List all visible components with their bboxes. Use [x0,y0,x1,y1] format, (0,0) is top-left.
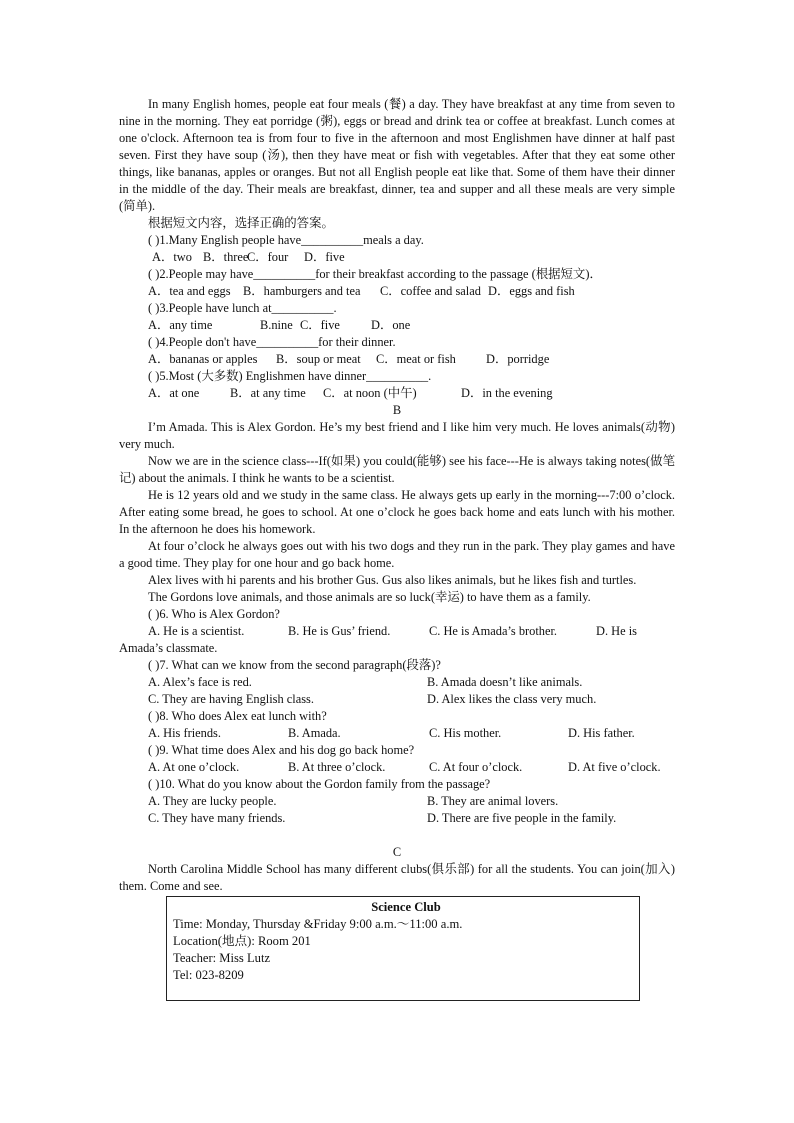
q2-option-c: C．coffee and salad [380,284,481,298]
q5-option-c: C．at noon (中午) [323,386,417,400]
science-club-box [166,896,640,1001]
q7-option-b: B. Amada doesn’t like animals. [427,675,583,689]
q5-option-b: B．at any time [230,386,306,400]
q2-option-b: B．hamburgers and tea [243,284,361,298]
q6-option-a: A. He is a scientist. [148,624,245,638]
q4-option-b: B．soup or meat [276,352,361,366]
q3-option-d: D．one [371,318,411,332]
club-title: Science Club [371,900,441,914]
club-tel: Tel: 023-8209 [173,968,244,982]
question-3: ( )3.People have lunch at__________. [148,301,337,315]
q2-option-d: D．eggs and fish [488,284,575,298]
q5-option-d: D．in the evening [461,386,553,400]
instruction: 根据短文内容，选择正确的答案。 [148,216,334,230]
q1-option-a: A．two [152,250,192,264]
passage-b-paragraph-1: I’m Amada. This is Alex Gordon. He’s my best friend and I like him very much. He loves animals(动物) very much. [119,420,675,451]
question-7: ( )7. What can we know from the second paragraph(段落)? [148,658,441,672]
question-9: ( )9. What time does Alex and his dog go back home? [148,743,415,757]
q7-option-a: A. Alex’s face is red. [148,675,252,689]
q2-option-a: A．tea and eggs [148,284,231,298]
question-4: ( )4.People don't have__________for their dinner. [148,335,396,349]
question-1: ( )1.Many English people have__________meals a day. [148,233,424,247]
q1-options [119,249,675,266]
q8-option-b: B. Amada. [288,726,341,740]
q1-option-c: C．four [247,250,289,264]
q6-option-b: B. He is Gus’ friend. [288,624,391,638]
q9-options [119,759,675,776]
q7-option-d: D. Alex likes the class very much. [427,692,597,706]
passage-b-paragraph-4: At four o’clock he always goes out with his two dogs and they run in the park. They play games and have a good time. They play for one hour and go back home. [119,539,675,570]
q8-option-d: D. His father. [568,726,635,740]
passage-a-text: In many English homes, people eat four meals (餐) a day. They have breakfast at any time from seven to nine in the morning. They eat porridge (粥), eggs or bread and drink tea or coffee at breakfast. Lunch comes at one o'clock. Afternoon tea is from four to five in the afternoon and most Englishmen have dinner at half past seven. First they have soup (汤), then they have meat or fish with vegetables. After that they eat some other things, like bananas, apples or oranges. But not all English people eat like that. Some of them have their dinner in the middle of the day. Their meals are breakfast, dinner, tea and supper and all these meals are very simple (简单). [119,97,675,213]
q4-option-d: D．porridge [486,352,550,366]
q8-option-c: C. His mother. [429,726,502,740]
q7-option-c: C. They are having English class. [148,692,314,706]
q6-option-d-continued: Amada’s classmate. [119,641,218,655]
club-location: Location(地点): Room 201 [173,934,311,948]
passage-b-paragraph-3: He is 12 years old and we study in the same class. He always gets up early in the morning---7:00 o’clock. After eating some bread, he goes to school. At one o’clock he goes back home and eats lunch with his mother. In the afternoon he does his homework. [119,488,675,536]
q3-option-c: C．five [300,318,340,332]
question-2: ( )2.People may have__________for their breakfast according to the passage (根据短文)． [148,267,602,281]
q10-option-b: B. They are animal lovers. [427,794,559,808]
q9-option-b: B. At three o’clock. [288,760,386,774]
q4-option-c: C．meat or fish [376,352,456,366]
q8-option-a: A. His friends. [148,726,221,740]
spacer [119,827,675,844]
q3-options [119,317,675,334]
question-6: ( )6. Who is Alex Gordon? [148,607,280,621]
question-10: ( )10. What do you know about the Gordon family from the passage? [148,777,491,791]
q10-options-row1 [119,793,675,810]
q3-option-a: A．any time [148,318,213,332]
q8-options [119,725,675,742]
section-c-heading: C [392,845,402,859]
passage-b-paragraph-5: Alex lives with hi parents and his brother Gus. Gus also likes animals, but he likes fish and turtles. [148,573,637,587]
q2-options [119,283,675,300]
q1-option-d: D．five [304,250,345,264]
q9-option-c: C. At four o’clock. [429,760,523,774]
worksheet-page [119,96,675,1001]
passage-b-paragraph-6: The Gordons love animals, and those animals are so luck(幸运) to have them as a family. [148,590,591,604]
section-b-heading: B [392,403,402,417]
q4-option-a: A．bananas or apples [148,352,258,366]
q9-option-d: D. At five o’clock. [568,760,661,774]
club-teacher: Teacher: Miss Lutz [173,951,271,965]
club-time: Time: Monday, Thursday &Friday 9:00 a.m.～11:00 a.m. [173,917,463,931]
q6-option-c: C. He is Amada’s brother. [429,624,558,638]
q3-option-b: B.nine [260,318,293,332]
q6-option-d: D. He is [596,624,637,638]
q4-options [119,351,675,368]
q10-option-a: A. They are lucky people. [148,794,277,808]
q9-option-a: A. At one o’clock. [148,760,240,774]
q6-options [119,623,675,640]
q5-options [119,385,675,402]
q10-option-d: D. There are five people in the family. [427,811,617,825]
passage-b-paragraph-2: Now we are in the science class---If(如果) you could(能够) see his face---He is always taking notes(做笔记) about the animals. I think he wants to be a scientist. [119,454,675,485]
q1-option-b: B．three [203,250,249,264]
question-8: ( )8. Who does Alex eat lunch with? [148,709,327,723]
q10-option-c: C. They have many friends. [148,811,286,825]
q7-options-row1 [119,674,675,691]
passage-c-intro: North Carolina Middle School has many different clubs(俱乐部) for all the students. You can join(加入) them. Come and see. [119,862,675,893]
question-5: ( )5.Most (大多数) Englishmen have dinner__________. [148,369,432,383]
q10-options-row2 [119,810,675,827]
q7-options-row2 [119,691,675,708]
q5-option-a: A．at one [148,386,200,400]
